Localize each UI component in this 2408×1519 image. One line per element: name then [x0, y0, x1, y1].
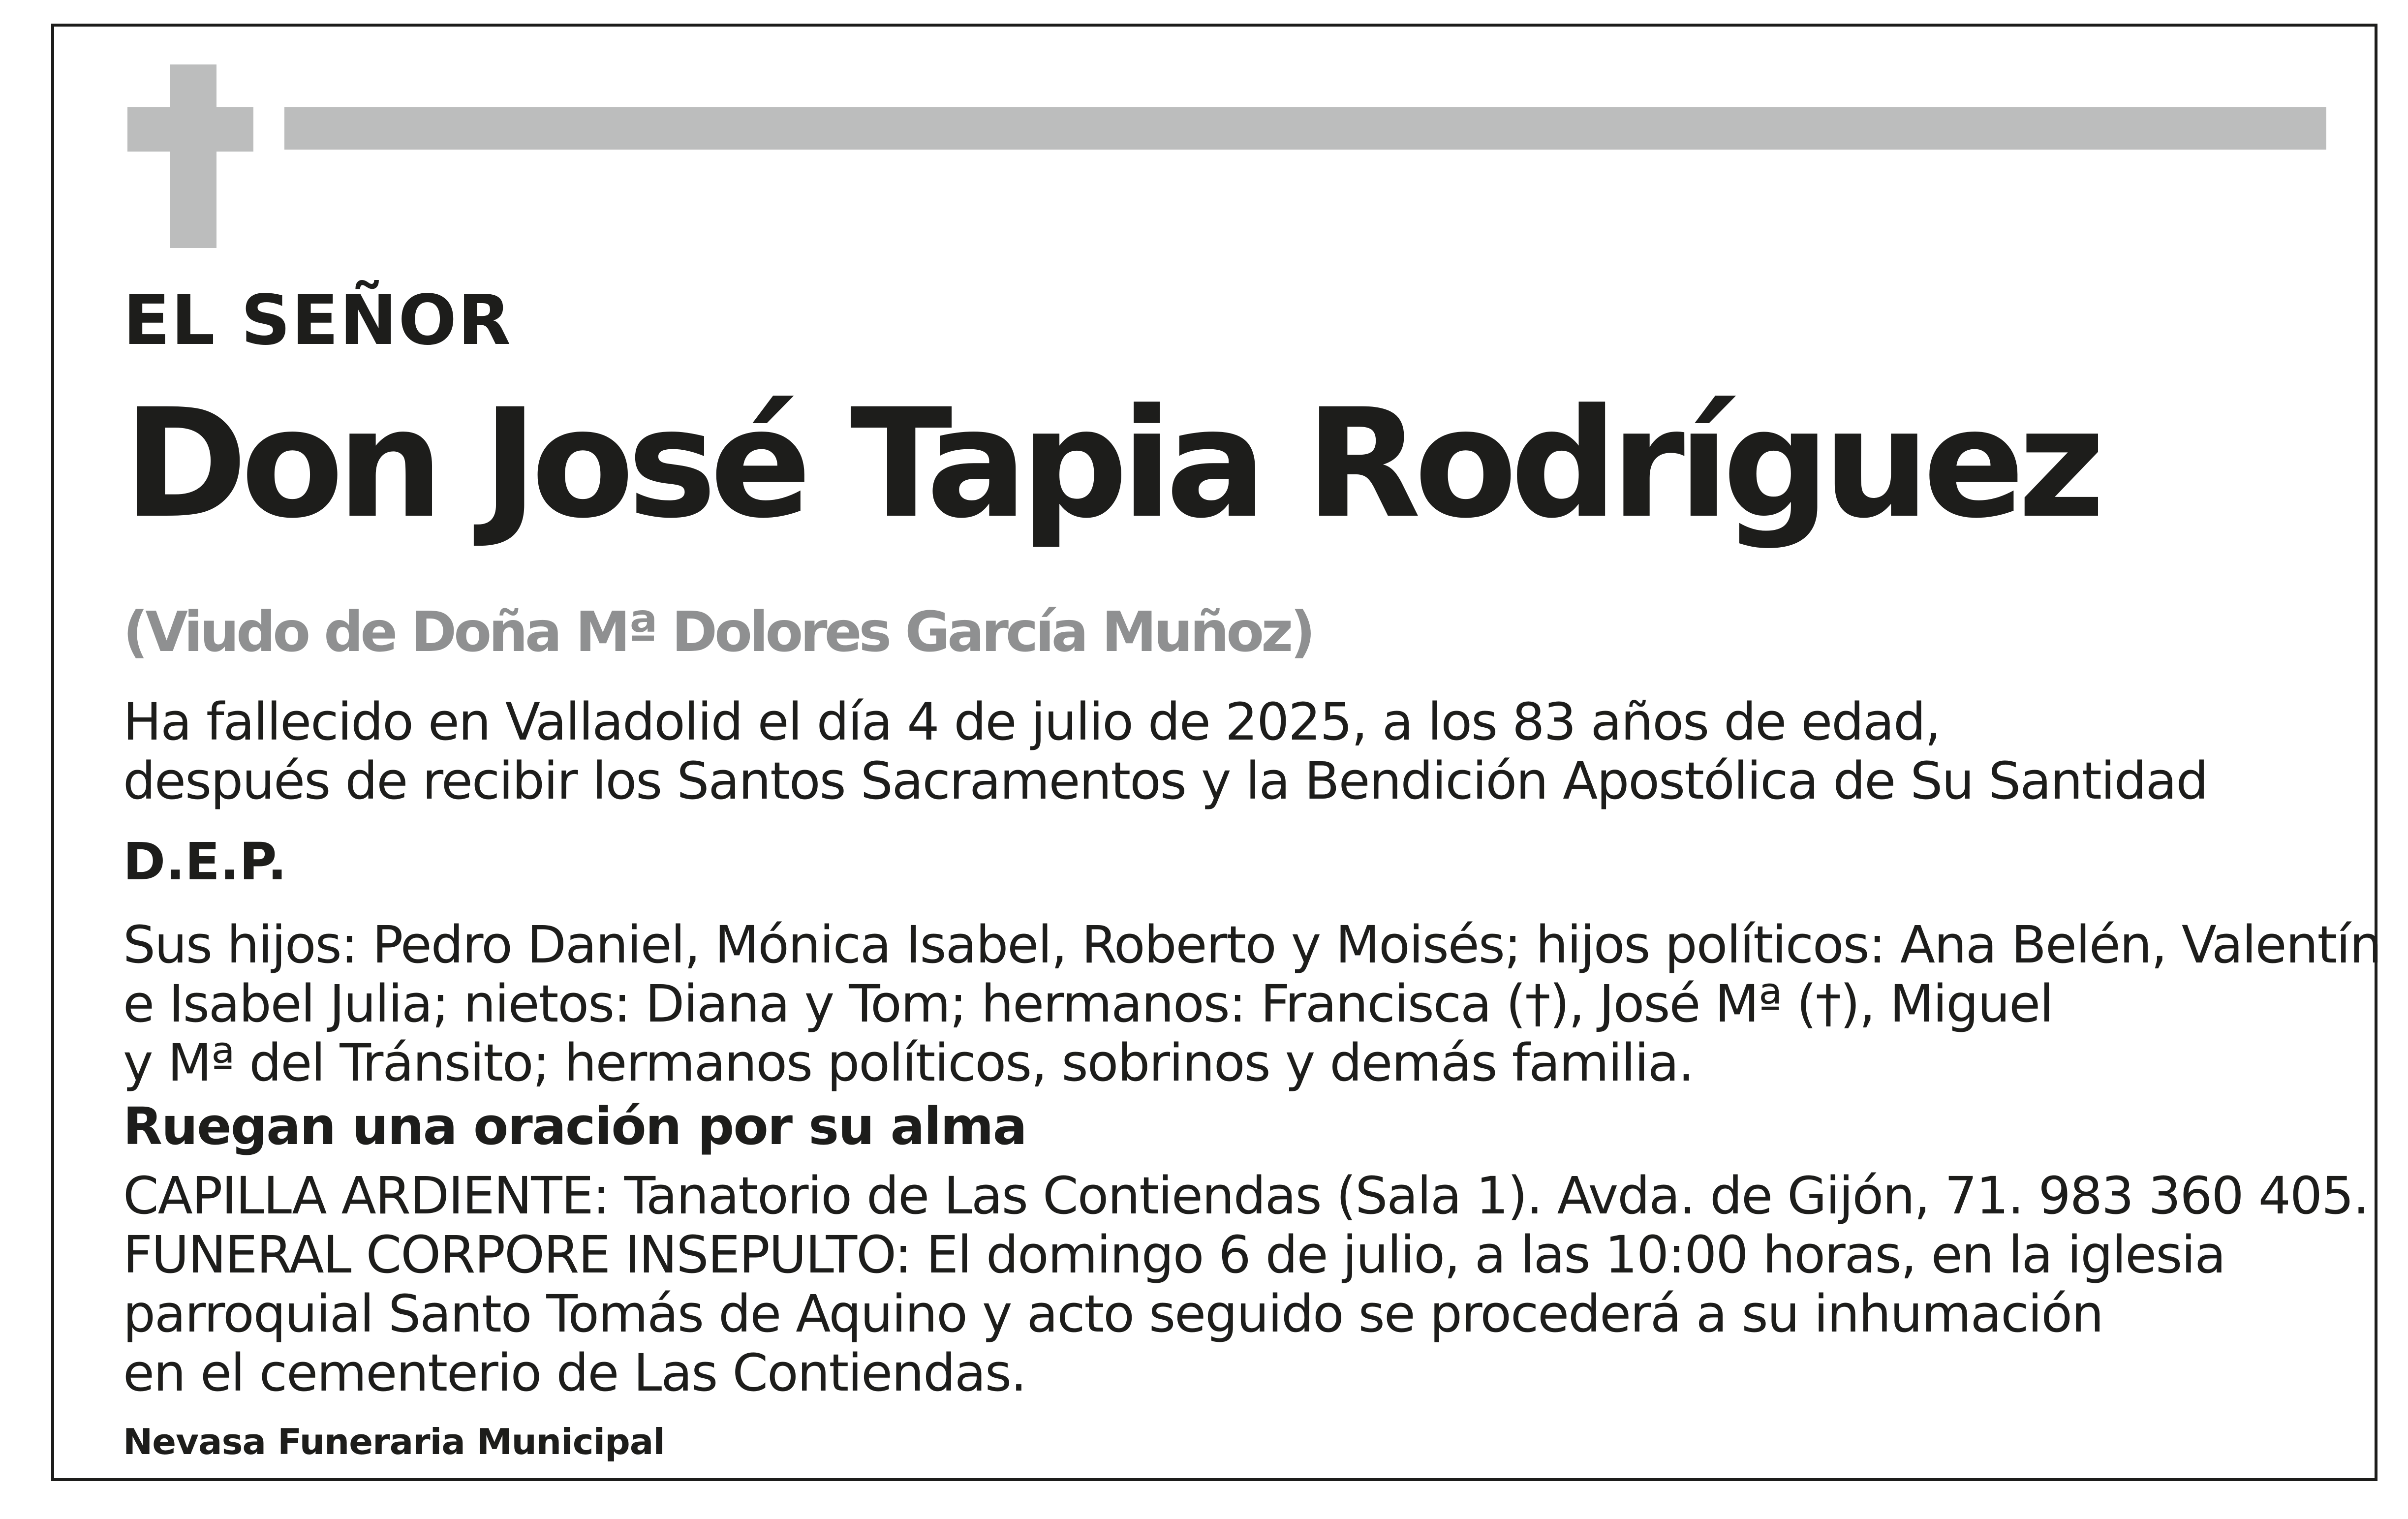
dep-abbreviation: D.E.P.	[123, 832, 287, 892]
family-line: Sus hijos: Pedro Daniel, Mónica Isabel, Roberto y Moisés; hijos políticos: Ana Belén, Valentín	[123, 915, 2381, 975]
deceased-name: Don José Tapia Rodríguez	[123, 376, 2099, 551]
decorative-top-bar	[284, 107, 2326, 150]
ceremony-line: CAPILLA ARDIENTE: Tanatorio de Las Contiendas (Sala 1). Avda. de Gijón, 71. 983 360 405.	[123, 1166, 2369, 1226]
announcement-line: después de recibir los Santos Sacramentos y la Bendición Apostólica de Su Santidad	[123, 751, 2208, 811]
family-line: y Mª del Tránsito; hermanos políticos, sobrinos y demás familia.	[123, 1033, 1694, 1093]
cross-horizontal-bar	[127, 107, 253, 152]
honorific: EL SEÑOR	[123, 280, 512, 361]
ceremony-line: en el cementerio de Las Contiendas.	[123, 1343, 1026, 1403]
family-line: e Isabel Julia; nietos: Diana y Tom; hermanos: Francisca (†), José Mª (†), Miguel	[123, 974, 2053, 1034]
widower-note: (Viudo de Doña Mª Dolores García Muñoz)	[123, 600, 1313, 664]
funeral-home-credit: Nevasa Funeraria Municipal	[123, 1421, 665, 1462]
prayer-request: Ruegan una oración por su alma	[123, 1096, 1026, 1156]
ceremony-line: parroquial Santo Tomás de Aquino y acto seguido se procederá a su inhumación	[123, 1284, 2103, 1344]
announcement-line: Ha fallecido en Valladolid el día 4 de julio de 2025, a los 83 años de edad,	[123, 692, 1941, 752]
cross-vertical-bar	[170, 64, 216, 248]
ceremony-line: FUNERAL CORPORE INSEPULTO: El domingo 6 de julio, a las 10:00 horas, en la iglesia	[123, 1225, 2225, 1285]
